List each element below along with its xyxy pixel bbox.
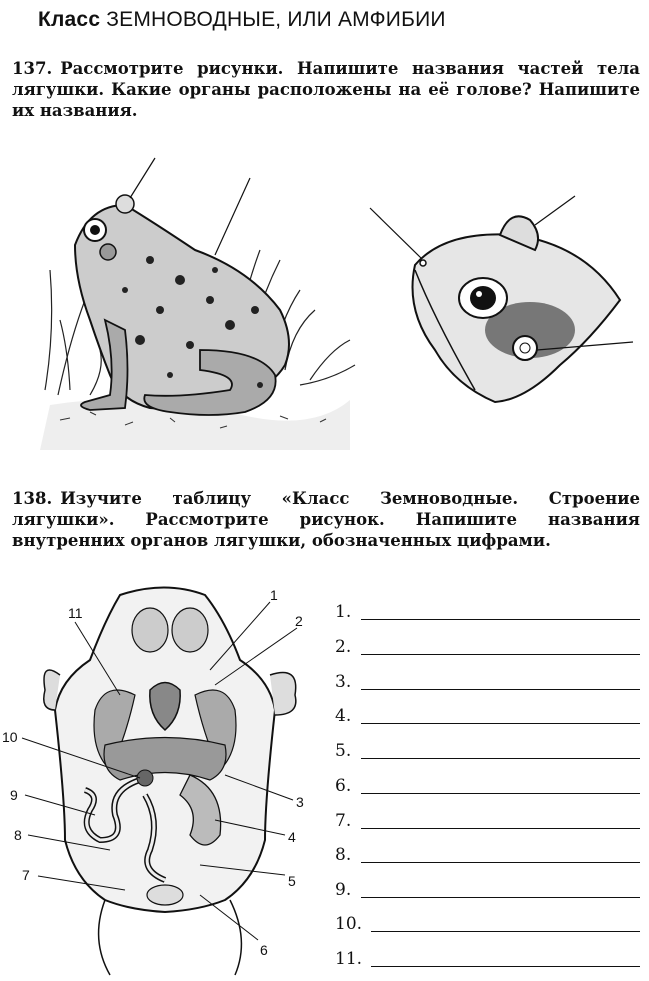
answer-number: 10. <box>335 914 363 934</box>
task-137 <box>12 58 640 121</box>
task-138 <box>12 488 640 551</box>
diagram-label-4: 4 <box>288 829 296 845</box>
header-class-word: Класс <box>38 8 101 31</box>
diagram-label-2: 2 <box>295 613 303 629</box>
diagram-label-6: 6 <box>260 942 268 958</box>
answer-line[interactable] <box>361 723 640 724</box>
answer-line[interactable] <box>361 689 640 690</box>
answer-line[interactable] <box>371 931 640 932</box>
frog-side-illustration <box>30 150 360 450</box>
answer-line[interactable] <box>371 966 640 967</box>
diagram-label-7: 7 <box>22 867 30 883</box>
answer-number: 9. <box>335 880 352 900</box>
frog-head-illustration <box>365 190 640 405</box>
frog-anatomy-diagram <box>0 580 330 980</box>
answer-number: 3. <box>335 672 352 692</box>
answer-line[interactable] <box>361 619 640 620</box>
header-title: ЗЕМНОВОДНЫЕ, ИЛИ АМФИБИИ <box>106 8 446 31</box>
answer-line[interactable] <box>361 654 640 655</box>
answer-row[interactable] <box>335 670 640 694</box>
diagram-label-5: 5 <box>288 873 296 889</box>
task-137-number: 137. <box>12 59 53 78</box>
answer-row[interactable] <box>335 600 640 624</box>
answer-line[interactable] <box>361 758 640 759</box>
answer-number: 6. <box>335 776 352 796</box>
answer-row[interactable] <box>335 878 640 902</box>
answer-row[interactable] <box>335 912 640 936</box>
answer-row[interactable] <box>335 843 640 867</box>
task-138-text: Изучите таблицу «Класс Земноводные. Строение лягушки». Рассмотрите рисунок. Напишите названия внутренних органов лягушки, обозначенных цифрами. <box>12 489 640 550</box>
answer-row[interactable] <box>335 947 640 971</box>
answer-number: 4. <box>335 706 352 726</box>
answer-row[interactable] <box>335 704 640 728</box>
answer-number: 8. <box>335 845 352 865</box>
answer-number: 2. <box>335 637 352 657</box>
answer-number: 5. <box>335 741 352 761</box>
answer-row[interactable] <box>335 774 640 798</box>
diagram-label-8: 8 <box>14 827 22 843</box>
answer-number: 1. <box>335 602 352 622</box>
answer-line[interactable] <box>361 828 640 829</box>
diagram-label-10: 10 <box>2 729 18 745</box>
diagram-label-1: 1 <box>270 587 278 603</box>
page-header <box>38 8 446 32</box>
answer-row[interactable] <box>335 635 640 659</box>
answer-row[interactable] <box>335 739 640 763</box>
diagram-label-3: 3 <box>296 794 304 810</box>
task-138-number: 138. <box>12 489 53 508</box>
diagram-label-11: 11 <box>68 605 83 621</box>
task-137-text: Рассмотрите рисунки. Напишите названия частей тела лягушки. Какие органы расположены на её голове? Напишите их названия. <box>12 59 640 120</box>
answer-line[interactable] <box>361 897 640 898</box>
answer-line[interactable] <box>361 862 640 863</box>
answer-row[interactable] <box>335 809 640 833</box>
answer-line[interactable] <box>361 793 640 794</box>
answer-number: 7. <box>335 811 352 831</box>
answer-number: 11. <box>335 949 363 969</box>
diagram-label-9: 9 <box>10 787 18 803</box>
